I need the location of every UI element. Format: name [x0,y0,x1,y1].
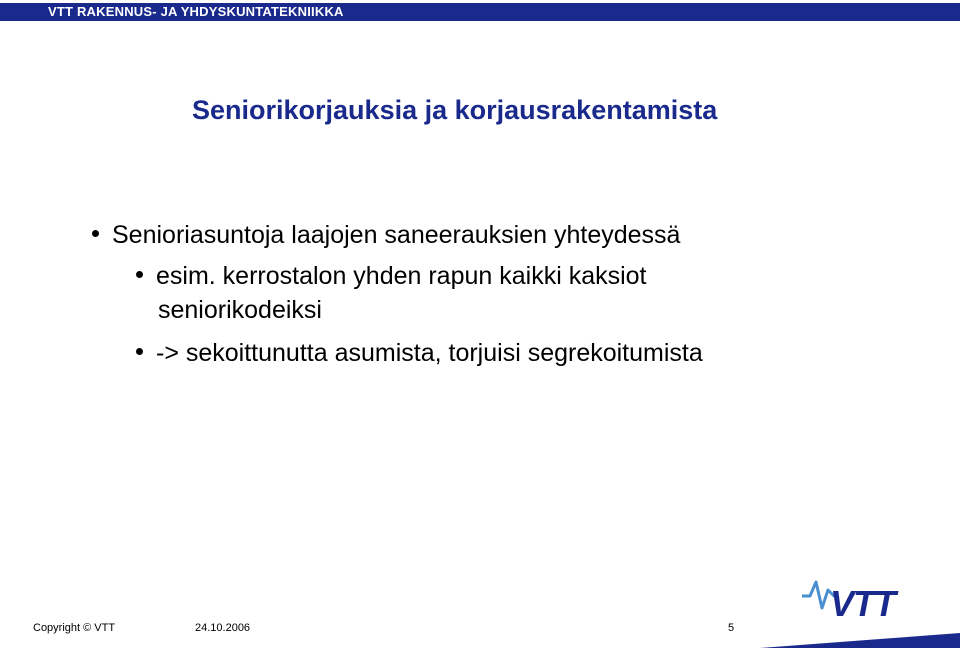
bullet-continuation: seniorikodeiksi [158,296,322,324]
footer-page-number: 5 [728,622,735,634]
bullet-level2 [136,261,647,291]
header-org-label: VTT RAKENNUS- JA YHDYSKUNTATEKNIIKKA [48,4,344,19]
bullet-text: -> sekoittunutta asumista, torjuisi segrekoitumista [156,339,703,367]
bullet-text: esim. kerrostalon yhden rapun kaikki kaksiot [156,262,647,290]
header-bar [0,3,960,21]
bullet-dot-icon [136,271,143,278]
bullet-level2 [136,338,703,368]
bullet-dot-icon [136,348,143,355]
bullet-level1 [92,220,680,250]
slide-title: Seniorikorjauksia ja korjausrakentamista [192,95,718,125]
footer-copyright: Copyright © VTT [33,622,116,634]
bullet-text: Senioriasuntoja laajojen saneerauksien yhteydessä [112,221,681,249]
footer-wedge-decoration [760,627,960,648]
svg-text:VTT: VTT [830,583,895,624]
bullet-dot-icon [92,230,99,237]
footer-date: 24.10.2006 [195,622,251,634]
vtt-logo-icon [800,572,920,624]
